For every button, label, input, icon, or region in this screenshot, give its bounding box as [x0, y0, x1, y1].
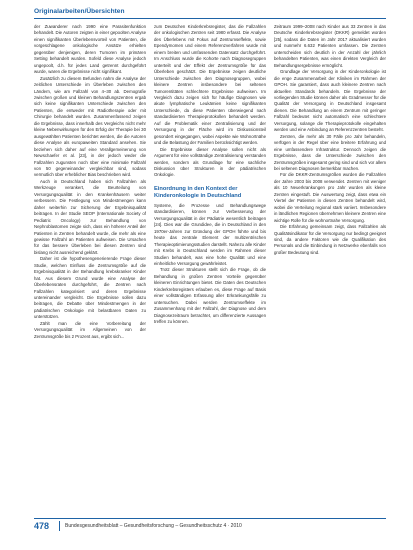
paragraph: Zusätzlich zu diesem Befunden nahm die Analyse der zeitlichen Unterschiede im Überleben zwischen den Ländern, wie am Fallzahl von 4–30 ab. Demografie zwischen großen und kleinen Behandlungszentren ergab sich keine signifikanten Unterschiede zwischen den Patienten, die entweder mit Radiotherapie oder mit Chirurgie behandelt wurden. Zusammenfassend zeigen die Ergebnisse, dass innerhalb des Vergleichs nicht mehr kleine Nebenwirkungen für den Erfolg der Therapie bei 30 ausgewählten Patienten berichtet werden, die die Autoren diese Analyse als europaweiten Standard ansehen. Sie beziehen sich daher auf eine Verallgemeinerung von Newschaefer et al. [23], in der jedoch weder die Fallzahlen zugunsten noch über eine minimale Fallzahl von 50 gegeneinander vergleichbar sind, sodass vermutlich über erheblicher Bias beschrieben wird.: [34, 75, 146, 178]
paragraph: Trotz dieser Strukturen stellt sich die Frage, ob die Behandlung in großen Zentren Vorteile gegenüber kleineren Einrichtungen bietet. Die Daten des Deutschen Kinderkrebsregisters erlauben es, diese Frage auf Basis einer vollständigen Erfassung aller Erkrankungsfälle zu untersuchen. Dabei werden Zentrumseffekte im Zusammenhang mit der Fallzahl, der Diagnose und dem Diagnosezeitraum betrachtet, um differenzierte Aussagen treffen zu können.: [154, 267, 266, 325]
paragraph: Die Erfahrung gemeinsam zeigt, dass Fallzahlen als Qualitätsindikator für die Versorgung nur bedingt geeignet sind, da andere Faktoren wie die Qualifikation des Personals und die Einbindung in Netzwerke ebenfalls von großer Bedeutung sind.: [274, 224, 386, 255]
page-footer: [34, 518, 386, 532]
section-heading: Einordnung in den Kontext der Kinderonkologie in Deutschland: [154, 185, 242, 199]
paragraph: Systeme, die Prozesse und Behandlungswege standardisieren, können zur Verbesserung der Versorgungsqualität in der Pädiatrie wesentlich beitragen [24]. Dies war die Grundidee, die in Deutschland in den 1970er-Jahren zur Gründung der GPOH führte und bis heute das zentrale Element der multizentrischen Therapieoptimierungsstudien darstellt. Nahezu alle Kinder mit Krebs in Deutschland werden im Rahmen dieser Studien behandelt, was eine hohe Qualität und eine einheitliche Versorgung gewährleistet.: [154, 202, 266, 266]
paragraph: Für die DKKR-Zentrumsgrößen wurden die Fallzahlen der Jahre 2003 bis 2008 verwendet. Zentren mit weniger als 10 Neuerkrankungen pro Jahr wurden als kleine Zentren eingestuft. Die Auswertung zeigt, dass etwa ein Viertel der Patienten in diesen Zentren behandelt wird, wobei die Verteilung regional stark variiert. Insbesondere in ländlichen Regionen übernehmen kleinere Zentren eine wichtige Rolle für die wohnortnahe Versorgung.: [274, 172, 386, 223]
footer-separator: [59, 521, 60, 531]
footer-rule: [34, 518, 386, 519]
text-column-1: [34, 24, 146, 512]
text-column-2: [154, 24, 266, 512]
journal-citation: Bundesgesundheitsblatt – Gesundheitsforschung – Gesundheitsschutz 4 · 2010: [65, 523, 242, 529]
paragraph: der Zuwanderer nach 1990 eine Parasitenfunktion behandelt. Die Autoren zeigten in einer gepoolten Analyse einen signifikanten Überlebensvorteil von Patienten, die vorgeschlagene onkologische Ansätze erhielten gegenüber denjenigen, deren Tumoren im primären Setting behandelt wurden. Sofeld diese Analyse jedoch ungepoolt, d.h. für jedes Land getrennt durchgeführt wurde, waren die Ergebnisse nicht signifikant.: [34, 24, 146, 75]
paragraph: Zeitraum 1999–2008 nach Kinder aus 33 Zentren in das Deutsche Kinderkrebsregister (DKKR) gemeldet worden [25], sodass die Daten im Jahr 2017 aktualisiert wurden und nunmehr 6.632 Patienten umfassen. Die Zentren unterscheiden sich deutlich in der Anzahl der jährlich behandelten Patienten, was einen direkten Vergleich der Behandlungsergebnisse ermöglicht.: [274, 24, 386, 68]
paragraph: Auch in Deutschland haben sich Fallzahlen als Werkzeuge verankert, die Beurteilung von Versorgungsqualität in den Krankenhäusern weiter verbessern. Die Festlegung von Mindestmengen kann daher weiterhin zur Sicherung der Ergebnisqualität beitragen. In der Studie SEOP (Internationale Society of Pediatric Oncology) zur Behandlung von Nephroblastomen zeigte sich, dass ein höherer Anteil der Patienten in Zentren behandelt wurde, die mehr als eine gewisse Fallzahl an Patienten aufweisen. Die Ursachen für das bessere Überleben bei diesen Zentren sind bislang nicht ausreichend geklärt.: [34, 178, 146, 255]
paragraph: zum Deutschen Kinderkrebsregister, das die Fallzahlen der onkologischen Zentren seit 1980 erfasst. Die Analyse des Überlebens mit Fokus auf Zentrumseffekte, sowie Ependymomen und einem Referenzverfahren wurde mit einem breiten und umfassenden Datensatz durchgeführt. Im Anschluss wurde die Kohorte nach Diagnosegruppen unterteilt und der Effekt der Zentrumsgröße für das Überleben geschätzt. Die Ergebnisse zeigen deutliche Unterschiede zwischen den Diagnosegruppen, wobei kleinere Zentren insbesondere bei seltenen Tumorentitäten schlechtere Ergebnisse aufweisen. Im Vergleich dazu zeigen sich für häufige Diagnosen wie akute lymphatische Leukämien keine signifikanten Unterschiede, da diese Patienten überwiegend nach standardisierten Therapieprotokollen behandelt werden. Auf die Problematik einer Zentralisierung und der Versorgung in der Fläche wird im Diskussionsteil gesondert eingegangen, wobei Aspekte wie Wohnortnähe und die Belastung der Familien berücksichtigt werden.: [154, 24, 266, 146]
paragraph: Zählt man die eine Vorbereitung der Versorgungsqualität im Allgemeinen von der Zentrumsgröße bis 2 Prozent aus, ergibt sich...: [34, 320, 146, 339]
text-column-3: [274, 24, 386, 512]
paragraph: Grundlage der Versorgung in der Kinderonkologie ist die enge Zusammenarbeit der Kliniken im Rahmen der GPOH. Sie garantiert, dass auch kleinere Zentren nach aktuellen Standards behandeln. Die Ergebnisse der vorliegenden Studie können daher als Gradmesser für die Qualität der Versorgung in Deutschland insgesamt dienen. Die Behandlung an einem Zentrum mit geringer Fallzahl bedeutet nicht automatisch eine schlechtere Versorgung, solange die Therapieprotokolle eingehalten werden und eine Anbindung an Referenzzentren besteht.: [274, 69, 386, 133]
section-label: Originalarbeiten/Übersichten: [34, 8, 125, 15]
top-rule: [34, 18, 386, 19]
page-number: 478: [34, 521, 50, 531]
paragraph: Die Ergebnisse dieser Analyse sollen nicht als Argument für eine vollständige Zentralisierung verstanden werden, sondern als Grundlage für eine sachliche Diskussion über Strukturen in der pädiatrischen Onkologie.: [154, 146, 266, 178]
paragraph: Zentren, die mehr als 30 Fälle pro Jahr behandeln, verfügen in der Regel über eine breitere Erfahrung und eine umfassendere Infrastruktur. Dennoch zeigen die Ergebnisse, dass die Unterschiede zwischen den Zentrumsgrößen insgesamt gering sind und sich vor allem bei seltenen Diagnosen bemerkbar machen.: [274, 133, 386, 171]
paragraph: Daher ist die hypothesengenerierende Frage dieser Studie, welchen Einfluss die Zentrumsgröße auf die Ergebnisqualität in der Behandlung krebskranker Kinder hat. Aus diesem Grund wurde eine Analyse der Überlebensraten durchgeführt, die Zentren nach Fallzahlen kategorisiert und deren Ergebnisse untereinander vergleicht. Die Ergebnisse sollen dazu beitragen, die Debatte über Mindestmengen in der pädiatrischen Onkologie mit belastbaren Daten zu unterstützen.: [34, 256, 146, 320]
